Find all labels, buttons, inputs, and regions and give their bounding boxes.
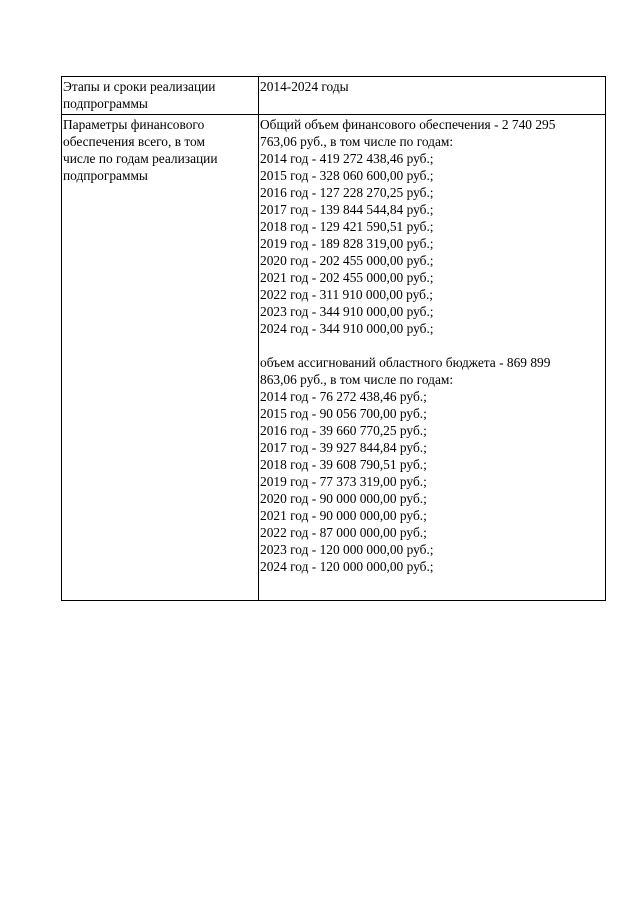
paragraph-gap <box>260 337 605 354</box>
stages-value-cell <box>259 77 606 115</box>
table-row-stages <box>62 77 606 115</box>
regional-year-line: 2014 год - 76 272 438,46 руб.; <box>260 389 427 404</box>
financing-label-line: подпрограммы <box>63 168 148 183</box>
stages-label-cell <box>62 77 259 115</box>
total-year-line: 2016 год - 127 228 270,25 руб.; <box>260 185 434 200</box>
total-year-line: 2024 год - 344 910 000,00 руб.; <box>260 321 434 336</box>
subprogram-passport-table <box>61 76 606 601</box>
total-financing-block <box>260 116 605 337</box>
financing-label-cell <box>62 115 259 601</box>
stages-value: 2014-2024 годы <box>260 79 349 94</box>
total-year-line: 2023 год - 344 910 000,00 руб.; <box>260 304 434 319</box>
financing-label-line: Параметры финансового <box>63 117 205 132</box>
regional-year-line: 2024 год - 120 000 000,00 руб.; <box>260 559 434 574</box>
regional-budget-block <box>260 354 605 575</box>
regional-year-line: 2016 год - 39 660 770,25 руб.; <box>260 423 427 438</box>
regional-heading-line: 863,06 руб., в том числе по годам: <box>260 372 454 387</box>
regional-year-line: 2015 год - 90 056 700,00 руб.; <box>260 406 427 421</box>
regional-year-line: 2020 год - 90 000 000,00 руб.; <box>260 491 427 506</box>
table-row-financing <box>62 115 606 601</box>
total-heading-line: 763,06 руб., в том числе по годам: <box>260 134 454 149</box>
regional-year-line: 2019 год - 77 373 319,00 руб.; <box>260 474 427 489</box>
regional-year-line: 2022 год - 87 000 000,00 руб.; <box>260 525 427 540</box>
financing-value-cell <box>259 115 606 601</box>
total-year-line: 2015 год - 328 060 600,00 руб.; <box>260 168 434 183</box>
total-year-line: 2021 год - 202 455 000,00 руб.; <box>260 270 434 285</box>
total-year-line: 2018 год - 129 421 590,51 руб.; <box>260 219 434 234</box>
total-heading-line: Общий объем финансового обеспечения - 2 740 295 <box>260 117 556 132</box>
total-year-line: 2014 год - 419 272 438,46 руб.; <box>260 151 434 166</box>
regional-year-line: 2021 год - 90 000 000,00 руб.; <box>260 508 427 523</box>
financing-label-line: числе по годам реализации <box>63 151 218 166</box>
regional-year-line: 2017 год - 39 927 844,84 руб.; <box>260 440 427 455</box>
financing-label-line: обеспечения всего, в том <box>63 134 205 149</box>
regional-year-line: 2023 год - 120 000 000,00 руб.; <box>260 542 434 557</box>
total-year-line: 2017 год - 139 844 544,84 руб.; <box>260 202 434 217</box>
total-year-line: 2019 год - 189 828 319,00 руб.; <box>260 236 434 251</box>
regional-year-line: 2018 год - 39 608 790,51 руб.; <box>260 457 427 472</box>
total-year-line: 2022 год - 311 910 000,00 руб.; <box>260 287 434 302</box>
total-year-line: 2020 год - 202 455 000,00 руб.; <box>260 253 434 268</box>
stages-label-line: Этапы и сроки реализации <box>63 79 216 94</box>
regional-heading-line: объем ассигнований областного бюджета - 869 899 <box>260 355 551 370</box>
stages-label-line: подпрограммы <box>63 96 148 111</box>
